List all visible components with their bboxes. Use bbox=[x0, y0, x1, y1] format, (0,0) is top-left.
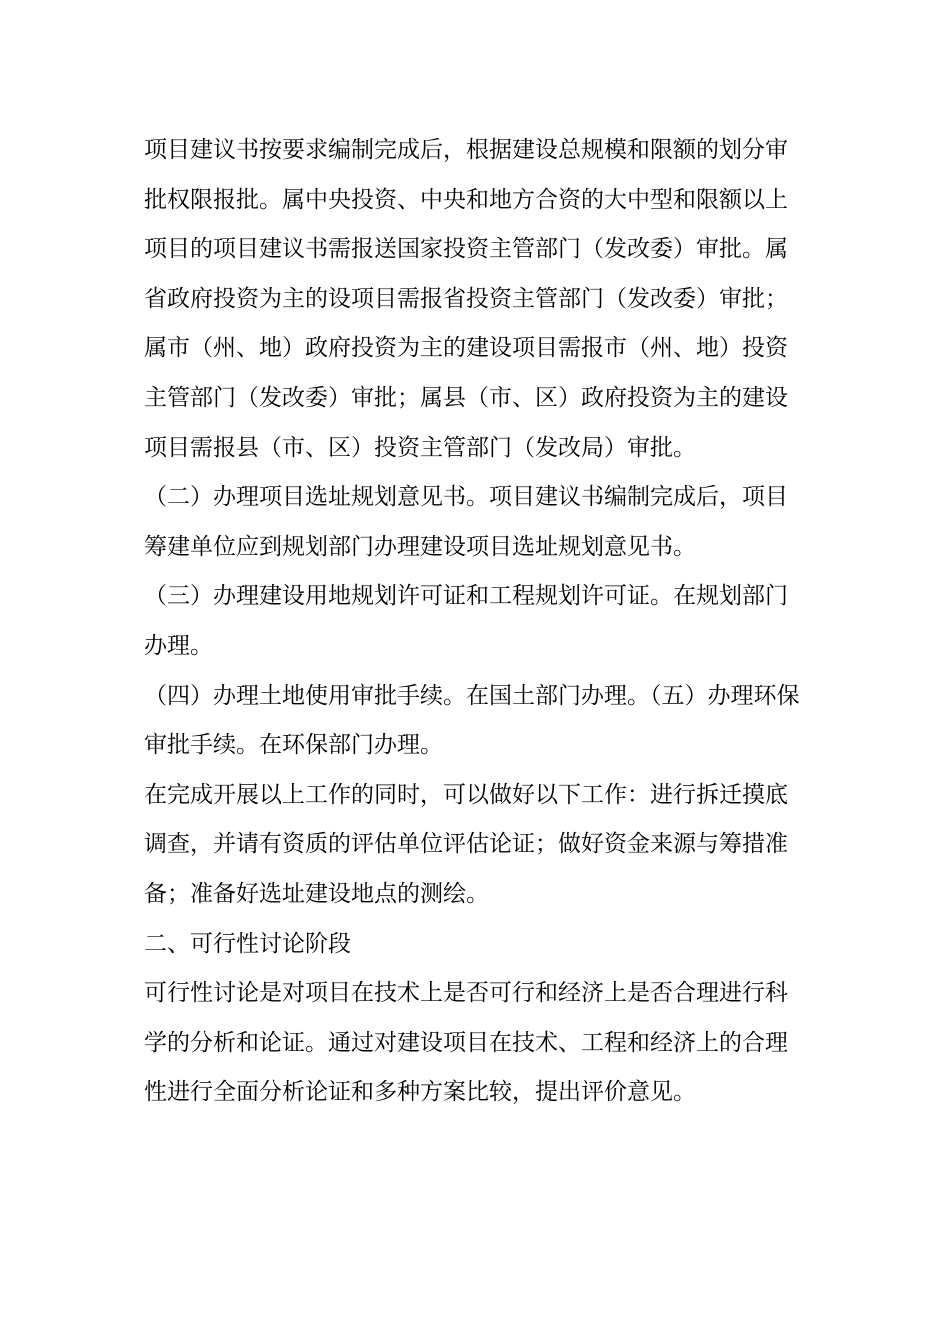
section-heading-feasibility: 二、可行性讨论阶段 bbox=[144, 930, 351, 957]
paragraph-parallel-work: 在完成开展以上工作的同时，可以做好以下工作：进行拆迁摸底调查，并请有资质的评估单位评估论证；做好资金来源与筹措准备；准备好选址建设地点的测绘。 bbox=[144, 781, 788, 907]
paragraph-approval-authority: 项目建议书按要求编制完成后，根据建设总规模和限额的划分审批权限报批。属中央投资、中央和地方合资的大中型和限额以上项目的项目建议书需报送国家投资主管部门（发改委）审批。属省政府投资为主的设项目需报省投资主管部门（发改委）审批；属市（州、地）政府投资为主的建设项目需报市（州、地）投资主管部门（发改委）审批；属县（市、区）政府投资为主的建设项目需报县（市、区）投资主管部门（发改局）审批。 bbox=[144, 137, 788, 461]
paragraph-land-environment: （四）办理土地使用审批手续。在国土部门办理。（五）办理环保审批手续。在环保部门办理。 bbox=[144, 682, 800, 759]
paragraph-site-selection: （二）办理项目选址规划意见书。项目建议书编制完成后，项目筹建单位应到规划部门办理建设项目选址规划意见书。 bbox=[144, 484, 788, 560]
paragraph-feasibility: 可行性讨论是对项目在技术上是否可行和经济上是否合理进行科学的分析和论证。通过对建设项目在技术、工程和经济上的合理性进行全面分析论证和多种方案比较，提出评价意见。 bbox=[144, 980, 788, 1106]
paragraph-planning-permit: （三）办理建设用地规划许可证和工程规划许可证。在规划部门办理。 bbox=[144, 583, 788, 659]
document-body bbox=[144, 126, 810, 1118]
